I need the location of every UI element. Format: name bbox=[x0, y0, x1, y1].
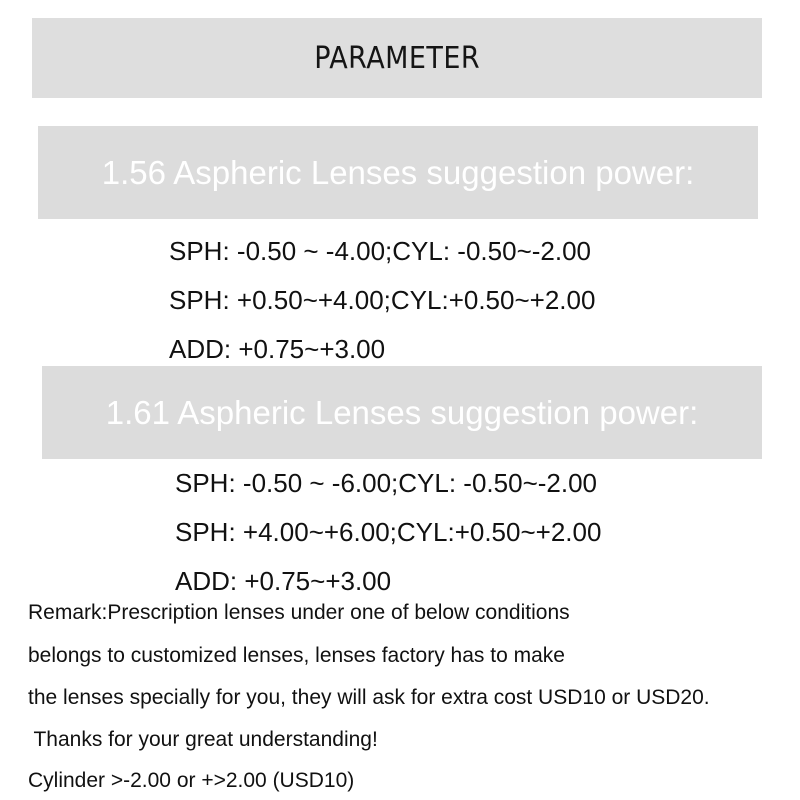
spec-line-1-56-add: ADD: +0.75~+3.00 bbox=[169, 334, 386, 364]
spec-line-1-56-sph-negative: SPH: -0.50 ~ -4.00;CYL: -0.50~-2.00 bbox=[169, 236, 592, 266]
spec-line-1-61-sph-positive: SPH: +4.00~+6.00;CYL:+0.50~+2.00 bbox=[175, 517, 602, 547]
remark-line-4: Thanks for your great understanding! bbox=[28, 728, 378, 751]
remark-line-1: Remark:Prescription lenses under one of below conditions bbox=[28, 601, 570, 624]
section-heading-text: 1.56 Aspheric Lenses suggestion power: bbox=[101, 153, 695, 191]
section-heading-1-61 bbox=[42, 366, 762, 459]
spec-line-1-61-add: ADD: +0.75~+3.00 bbox=[175, 566, 392, 596]
section-heading-text: 1.61 Aspheric Lenses suggestion power: bbox=[105, 393, 699, 431]
spec-line-1-56-sph-positive: SPH: +0.50~+4.00;CYL:+0.50~+2.00 bbox=[169, 285, 596, 315]
remark-line-3: the lenses specially for you, they will ask for extra cost USD10 or USD20. bbox=[28, 686, 710, 709]
remark-line-2: belongs to customized lenses, lenses factory has to make bbox=[28, 644, 565, 667]
parameter-banner bbox=[32, 18, 762, 98]
spec-line-1-61-sph-negative: SPH: -0.50 ~ -6.00;CYL: -0.50~-2.00 bbox=[175, 468, 598, 498]
section-heading-1-56 bbox=[38, 126, 758, 219]
remark-line-5: Cylinder >-2.00 or +>2.00 (USD10) bbox=[28, 769, 355, 792]
banner-title: PARAMETER bbox=[314, 40, 480, 76]
